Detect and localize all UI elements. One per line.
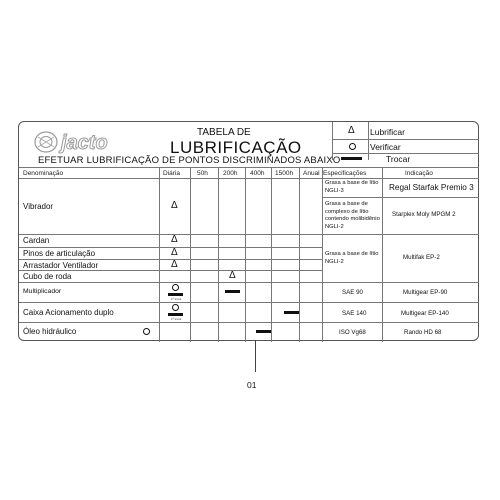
lubricate-triangle-icon: Δ: [171, 200, 178, 211]
row-caixa: Caixa Acionamento duplo: [23, 308, 114, 317]
callout-leader-line: [255, 340, 256, 372]
divider: [299, 167, 300, 342]
divider: [245, 167, 246, 342]
row-arrastador: Arrastador Ventilador: [23, 261, 99, 270]
spec-multiplicador: SAE 90: [342, 289, 363, 296]
check-circle-icon: [143, 328, 150, 335]
header-200h: 200h: [223, 170, 238, 177]
divider: [322, 234, 479, 235]
divider: [19, 282, 479, 283]
banner-text: EFETUAR LUBRIFICAÇÃO DE PONTOS DISCRIMINADOS ABAIXO: [38, 155, 341, 166]
header-anual: Anual: [303, 170, 320, 177]
divider: [159, 167, 160, 342]
ind-vibrador-b: Starplex Moly MPGM 2: [392, 211, 456, 218]
divider: [332, 139, 479, 140]
ind-group: Multifak EP-2: [403, 254, 440, 261]
change-bar-icon: [284, 311, 299, 314]
page-title: LUBRIFICAÇÃO: [170, 138, 302, 157]
callout-number: 01: [247, 380, 257, 390]
svg-text:jacto: jacto: [61, 132, 108, 154]
row-pinos: Pinos de articulação: [23, 249, 96, 258]
spec-vibrador-b: Graxa a base de complexo de lítio contendo molibidênio NGLI-2: [325, 201, 380, 230]
divider: [322, 197, 479, 198]
divider: [19, 302, 479, 303]
legend-circle-icon: [349, 143, 356, 150]
ind-vibrador-a: Regal Starfak Premio 3: [389, 183, 474, 192]
spec-caixa: SAE 140: [342, 310, 367, 317]
check-circle-icon: [172, 304, 179, 311]
change-bar-icon: [256, 330, 271, 333]
lubrication-label: [18, 121, 479, 341]
change-bar-icon: [225, 290, 240, 293]
ind-oleo: Rando HD 68: [404, 329, 442, 336]
ind-multiplicador: Multigear EP-90: [403, 289, 448, 296]
change-bar-icon: [168, 293, 183, 296]
lubricate-triangle-icon: Δ: [171, 247, 178, 258]
header-400h: 400h: [250, 170, 265, 177]
legend-trocar: Trocar: [386, 154, 411, 164]
divider: [19, 322, 479, 323]
header-diaria: Diária: [163, 170, 180, 177]
first-change-note: 1ª troca: [171, 297, 182, 301]
row-multiplicador: Multiplicador: [23, 288, 62, 295]
divider: [190, 167, 191, 342]
legend-triangle-icon: Δ: [348, 125, 355, 136]
divider: [368, 122, 369, 160]
divider: [19, 270, 322, 271]
spec-oleo: ISO Vg68: [339, 329, 366, 336]
lubricate-triangle-icon: Δ: [171, 234, 178, 245]
header-indicacao: Indicação: [405, 170, 433, 177]
spec-vibrador-a: Graxa a base de lítio NGLI-3: [325, 180, 379, 194]
lubricate-triangle-icon: Δ: [229, 270, 236, 281]
lubricate-triangle-icon: Δ: [171, 259, 178, 270]
header-denominacao: Denominação: [23, 170, 64, 177]
title-line1: TABELA DE: [197, 127, 251, 138]
header-especificacoes: Especificações: [323, 170, 367, 177]
divider: [271, 167, 272, 342]
check-circle-icon: [172, 284, 179, 291]
divider: [322, 167, 323, 342]
header-50h: 50h: [197, 170, 208, 177]
divider: [19, 178, 479, 179]
change-bar-icon: [168, 313, 183, 316]
header-1500h: 1500h: [275, 170, 294, 177]
divider: [382, 167, 383, 342]
legend-bar-icon: [341, 157, 362, 160]
row-cubo: Cubo de roda: [23, 272, 72, 281]
jacto-logo: [33, 129, 143, 155]
row-oleo: Óleo hidráulico: [23, 327, 77, 336]
first-change-note: 1ª troca: [171, 317, 182, 321]
row-cardan: Cardan: [23, 236, 50, 245]
divider: [218, 167, 219, 342]
ind-caixa: Multigear EP-140: [401, 310, 449, 317]
legend-verificar: Verificar: [370, 142, 401, 152]
spec-group: Graxa a base de lítio NGLI-2: [325, 251, 379, 265]
row-vibrador: Vibrador: [23, 202, 54, 211]
legend-lubrificar: Lubrificar: [370, 127, 405, 137]
divider: [19, 167, 479, 168]
